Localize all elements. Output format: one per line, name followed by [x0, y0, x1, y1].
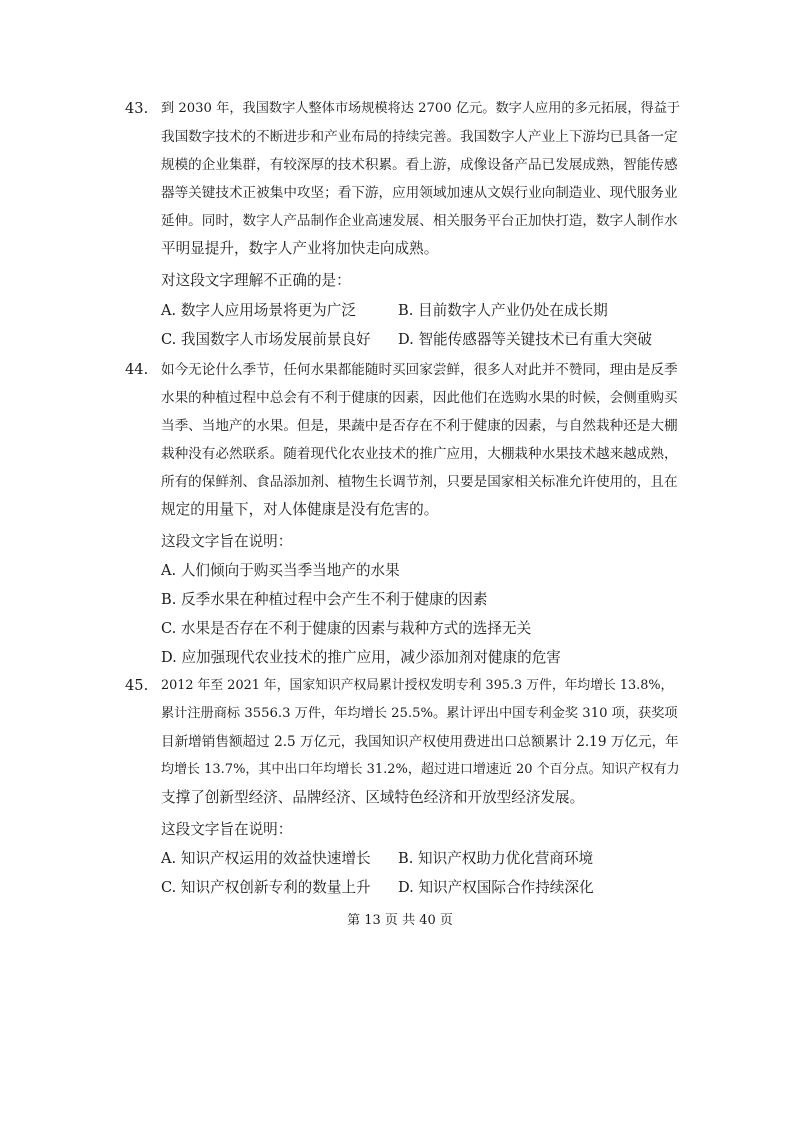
- question-45-line-1: 2012 年至 2021 年，国家知识产权局累计授权发明专利 395.3 万件，年均增长 13.8%，: [161, 678, 674, 693]
- question-45-line-5: 支撑了创新型经济、品牌经济、区域特色经济和开放型经济发展。: [161, 789, 585, 806]
- question-45-number: 45.: [125, 677, 149, 694]
- page-footer: 第 13 页 共 40 页: [347, 913, 453, 928]
- question-45-option-a[interactable]: A. 知识产权运用的效益快速增长: [161, 850, 371, 867]
- question-43-number: 43.: [125, 100, 149, 117]
- question-43-line-5: 延伸。同时，数字人产品制作企业高速发展、相关服务平台正加快打造，数字人制作水: [161, 213, 678, 229]
- question-45-option-d[interactable]: D. 知识产权国际合作持续深化: [398, 879, 594, 896]
- question-45-option-b[interactable]: B. 知识产权助力优化营商环境: [398, 850, 594, 867]
- question-43-line-3: 规模的企业集群，有较深厚的技术积累。看上游，成像设备产品已发展成熟，智能传感: [161, 157, 678, 173]
- question-44-line-4: 栽种没有必然联系。随着现代化农业技术的推广应用，大棚栽种水果技术越来越成熟，: [161, 446, 678, 462]
- question-43-line-6: 平明显提升，数字人产业将加快走向成熟。: [161, 240, 439, 257]
- question-43-line-4: 器等关键技术正被集中攻坚；看下游，应用领域加速从文娱行业向制造业、现代服务业: [161, 185, 678, 201]
- question-43-option-d[interactable]: D. 智能传感器等关键技术已有重大突破: [398, 331, 652, 348]
- question-43-line-1: 到 2030 年，我国数字人整体市场规模将达 2700 亿元。数字人应用的多元拓展，得益于: [161, 101, 681, 116]
- question-44-option-d[interactable]: D. 应加强现代农业技术的推广应用，减少添加剂对健康的危害: [161, 649, 561, 666]
- question-45-line-2: 累计注册商标 3556.3 万件，年均增长 25.5%。累计评出中国专利金奖 310 项，获奖项: [161, 706, 678, 721]
- question-44-number: 44.: [125, 361, 149, 378]
- question-45-line-4: 均增长 13.7%，其中出口年均增长 31.2%，超过进口增速近 20 个百分点。知识产权有力: [161, 762, 680, 777]
- question-44-line-1: 如今无论什么季节，任何水果都能随时买回家尝鲜，很多人对此并不赞同，理由是反季: [161, 362, 678, 378]
- question-44-line-3: 当季、当地产的水果。但是，果蔬中是否存在不利于健康的因素，与自然栽种还是大棚: [161, 418, 678, 434]
- question-43-option-a[interactable]: A. 数字人应用场景将更为广泛: [161, 302, 356, 319]
- question-44-option-a[interactable]: A. 人们倾向于购买当季当地产的水果: [161, 562, 400, 579]
- question-43-prompt: 对这段文字理解不正确的是：: [161, 272, 351, 289]
- question-45-line-3: 目新增销售额超过 2.5 万亿元，我国知识产权使用费进出口总额累计 2.19 万亿元，年: [161, 734, 679, 750]
- question-44-prompt: 这段文字旨在说明：: [161, 533, 293, 550]
- question-44-option-b[interactable]: B. 反季水果在种植过程中会产生不利于健康的因素: [161, 591, 488, 608]
- question-44-line-5: 所有的保鲜剂、食品添加剂、植物生长调节剂，只要是国家相关标准允许使用的，且在: [161, 474, 678, 490]
- question-45-prompt: 这段文字旨在说明：: [161, 821, 293, 838]
- question-44-option-c[interactable]: C. 水果是否存在不利于健康的因素与栽种方式的选择无关: [161, 620, 532, 637]
- question-43-line-2: 我国数字技术的不断进步和产业布局的持续完善。我国数字人产业上下游均已具备一定: [161, 129, 678, 145]
- question-44-line-2: 水果的种植过程中总会有不利于健康的因素，因此他们在选购水果的时候，会侧重购买: [161, 390, 678, 406]
- question-45-option-c[interactable]: C. 知识产权创新专利的数量上升: [161, 879, 371, 896]
- question-43-option-b[interactable]: B. 目前数字人产业仍处在成长期: [398, 302, 608, 319]
- question-44-line-6: 规定的用量下，对人体健康是没有危害的。: [161, 501, 439, 518]
- question-43-option-c[interactable]: C. 我国数字人市场发展前景良好: [161, 331, 371, 348]
